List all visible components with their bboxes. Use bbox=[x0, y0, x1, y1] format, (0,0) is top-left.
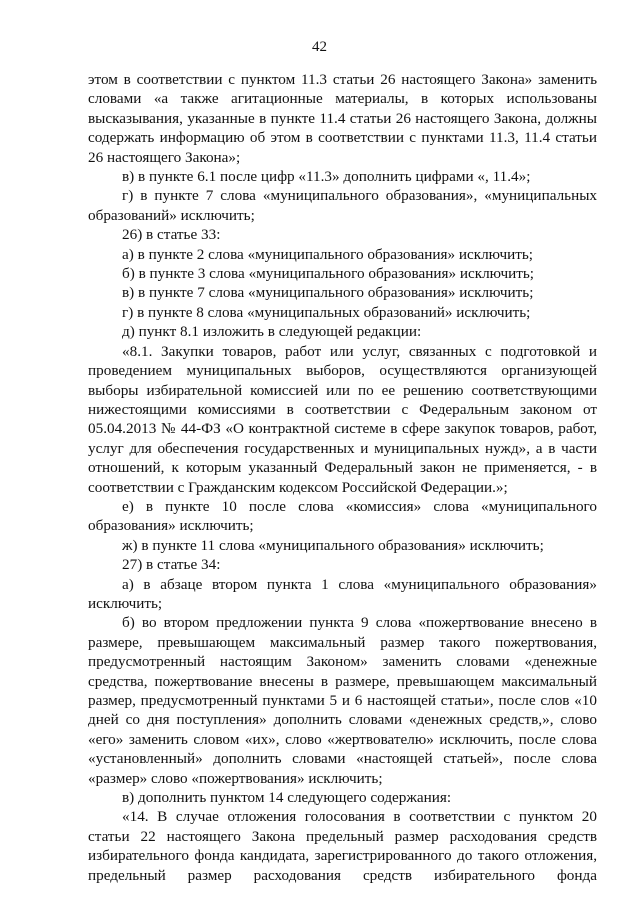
paragraph: а) в пункте 2 слова «муниципального образования» исключить; bbox=[122, 245, 534, 263]
page-number: 42 bbox=[312, 39, 327, 55]
paragraph: д) пункт 8.1 изложить в следующей редакции: bbox=[122, 323, 422, 341]
paragraph: «8.1. Закупки товаров, работ или услуг, связанных с подготовкой и проведением муниципальных выборов, осуществляются организующей выборы избирательной комиссией или по ее решению соответствующими нижестоящими комиссиями в соответствии с Федеральным законом от 05.04.2013 № 44-ФЗ «О контрактной системе в сфере закупок товаров, работ, услуг для обеспечения государственных и муниципальных нужд», а в части отношений, к которым указанный Федеральный закон не применяется, - в соответствии с Гражданским кодексом Российской Федерации.»; bbox=[88, 342, 597, 496]
paragraph: в) дополнить пунктом 14 следующего содержания: bbox=[122, 789, 452, 807]
paragraph: этом в соответствии с пунктом 11.3 статьи 26 настоящего Закона» заменить словами «а также агитационные материалы, в которых использованы высказывания, указанные в пункте 11.4 статьи 26 настоящего Закона, должны содержать информацию об этом в соответствии с пунктами 11.3, 11.4 статьи 26 настоящего Закона»; bbox=[88, 71, 597, 166]
paragraph: в) в пункте 6.1 после цифр «11.3» дополнить цифрами «, 11.4»; bbox=[122, 168, 531, 186]
paragraph: б) во втором предложении пункта 9 слова «пожертвование внесено в размере, превышающем максимальный размер такого пожертвования, предусмотренный настоящим Законом» заменить словами «денежные средства, пожертвование внесены в размере, превышающем максимальный размер, предусмотренный пунктами 5 и 6 настоящей статьи», после слов «10 дней со дня поступления» дополнить словами «денежных средств,», слово «его» заменить словом «их», слово «жертвователю» исключить, после слова «установленный» дополнить словами «настоящей статьей», после слова «размер» слово «пожертвования» исключить; bbox=[88, 614, 597, 787]
paragraph: в) в пункте 7 слова «муниципального образования» исключить; bbox=[122, 284, 534, 302]
paragraph: ж) в пункте 11 слова «муниципального образования» исключить; bbox=[122, 536, 544, 554]
paragraph: 26) в статье 33: bbox=[122, 226, 221, 244]
paragraph: г) в пункте 8 слова «муниципальных образований» исключить; bbox=[122, 303, 531, 321]
paragraph: е) в пункте 10 после слова «комиссия» слова «муниципального образования» исключить; bbox=[88, 497, 597, 535]
paragraph: 27) в статье 34: bbox=[122, 556, 221, 574]
paragraph: а) в абзаце втором пункта 1 слова «муниципального образования» исключить; bbox=[88, 575, 597, 612]
paragraph: б) в пункте 3 слова «муниципального образования» исключить; bbox=[122, 265, 534, 283]
paragraph: г) в пункте 7 слова «муниципального образования», «муниципальных образований» исключить; bbox=[88, 187, 597, 224]
document-body bbox=[88, 70, 597, 885]
paragraph: «14. В случае отложения голосования в соответствии с пунктом 20 статьи 22 настоящего Закона предельный размер расходования средств избирательного фонда кандидата, зарегистрированного до такого отложения, предельный размер расходования средств избирательного фонда bbox=[88, 808, 597, 884]
